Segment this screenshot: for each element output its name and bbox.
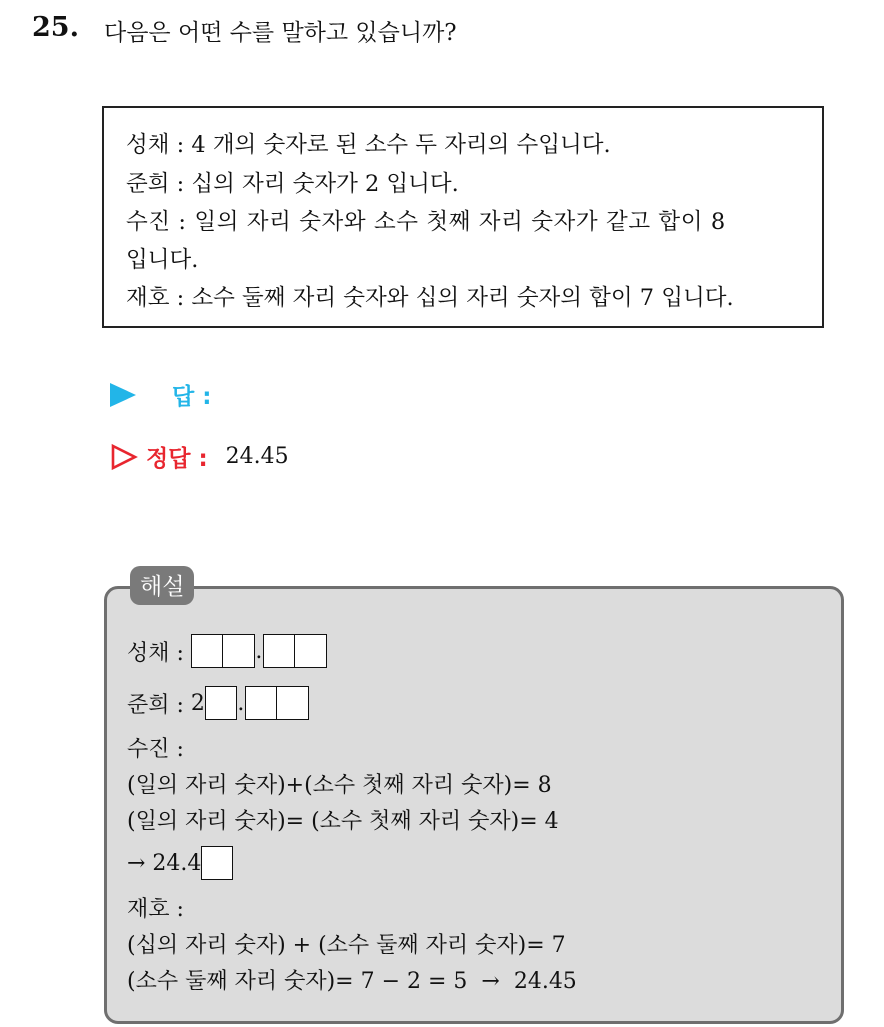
solution-label: 성채 : <box>127 640 191 666</box>
solution-label: 준희 : <box>127 692 191 718</box>
solution-line-arrow <box>127 837 821 889</box>
solution-line-seongchae <box>127 625 821 677</box>
clue-line: 성채 : 4 개의 숫자로 된 소수 두 자리의 수입니다. <box>126 132 611 158</box>
solution-line: 수진 : <box>127 736 184 762</box>
digit-box <box>245 686 277 720</box>
correct-answer-row <box>110 440 289 473</box>
answer-row <box>110 378 211 411</box>
clue-line: 수진 : 일의 자리 숫자와 소수 첫째 자리 숫자가 같고 합이 8 <box>126 209 726 235</box>
clue-line: 준희 : 십의 자리 숫자가 2 입니다. <box>126 170 459 197</box>
outline-triangle-icon <box>110 443 138 471</box>
question-number: 25. <box>32 12 79 43</box>
digit-box <box>191 634 223 668</box>
solution-box <box>104 586 844 1024</box>
solution-line: (소수 둘째 자리 숫자)= 7 − 2 = 5 → 24.45 <box>127 968 577 994</box>
digit-box <box>263 634 295 668</box>
solution-line: (일의 자리 숫자)= (소수 첫째 자리 숫자)= 4 <box>127 808 559 834</box>
solution-tag: 해설 <box>130 566 194 605</box>
clue-box <box>102 106 824 328</box>
correct-answer-value: 24.45 <box>225 444 289 469</box>
clue-line: 입니다. <box>126 246 199 273</box>
digit-box <box>201 846 233 880</box>
decimal-point: . <box>237 690 245 716</box>
solution-line: (십의 자리 숫자) + (소수 둘째 자리 숫자)= 7 <box>127 932 566 958</box>
tens-digit: 2 <box>190 690 205 716</box>
digit-box <box>277 686 309 720</box>
solution-line: 재호 : <box>127 896 184 922</box>
digit-box <box>205 686 237 720</box>
decimal-point: . <box>255 638 263 664</box>
solution-line-junhui <box>127 677 821 729</box>
play-triangle-icon <box>110 383 136 407</box>
digit-box <box>295 634 327 668</box>
correct-answer-label: 정답 : <box>146 446 208 472</box>
question-text: 다음은 어떤 수를 말하고 있습니까? <box>104 20 457 46</box>
partial-result: → 24.4 <box>127 850 202 876</box>
digit-box <box>223 634 255 668</box>
solution-line: (일의 자리 숫자)+(소수 첫째 자리 숫자)= 8 <box>127 772 552 798</box>
answer-label: 답 : <box>172 384 212 410</box>
clue-line: 재호 : 소수 둘째 자리 숫자와 십의 자리 숫자의 합이 7 입니다. <box>126 284 734 311</box>
